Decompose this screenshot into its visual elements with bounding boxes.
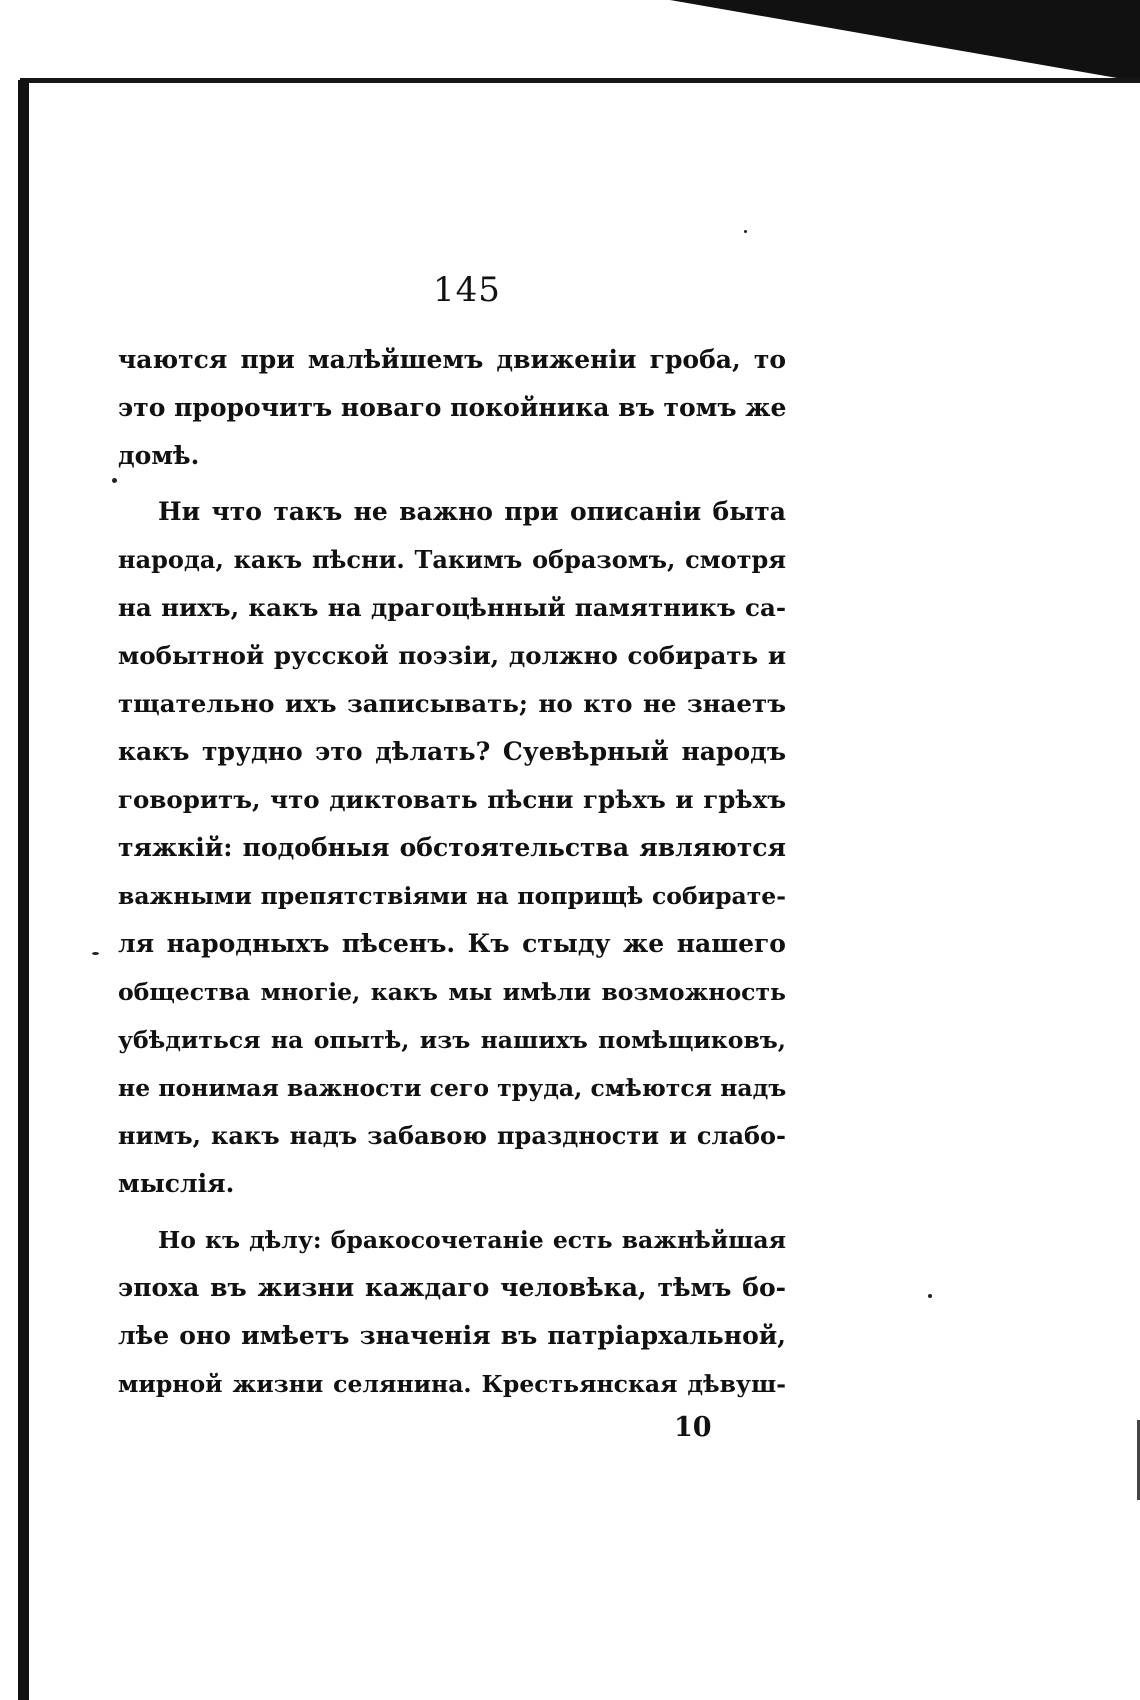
scan-speck (928, 1294, 932, 1298)
page-body (118, 270, 786, 1416)
text-line: общества многіе, какъ мы имѣли возможность (118, 978, 786, 1006)
text-line: нимъ, какъ надъ забавою праздности и слабо- (118, 1121, 786, 1150)
text-line: мобытной русской поэзіи, должно собирать и (118, 641, 786, 670)
signature-mark: 10 (674, 1412, 712, 1443)
text-line: не понимая важности сего труда, смѣются надъ (118, 1074, 787, 1102)
text-line: какъ трудно это дѣлать? Суевѣрный народъ (118, 737, 786, 766)
text-line: Но къ дѣлу: бракосочетаніе есть важнѣйшая (158, 1226, 786, 1254)
scan-speck (744, 230, 747, 233)
text-line: чаются при малѣйшемъ движеніи гроба, то (118, 345, 786, 374)
scan-speck (112, 478, 117, 483)
text-line: народа, какъ пѣсни. Такимъ образомъ, смотря (118, 545, 786, 574)
scan-margin-left (0, 78, 20, 1700)
text-line: лѣе оно имѣетъ значенія въ патріархальной, (118, 1321, 786, 1350)
scan-edge-top (20, 78, 1140, 83)
text-line: это пророчитъ новаго покойника въ томъ же (118, 393, 787, 422)
text-line: Ни что такъ не важно при описаніи быта (158, 497, 786, 526)
scan-speck (92, 952, 99, 955)
text-line: мыслія. (118, 1169, 235, 1198)
paragraph (118, 336, 786, 480)
paragraph (118, 488, 786, 1208)
text-line: важными препятствіями на поприщѣ собирате- (118, 882, 786, 910)
scan-margin-top (0, 0, 670, 82)
page-number: 145 (433, 270, 501, 310)
paragraph (118, 1216, 786, 1408)
text-line: мирной жизни селянина. Крестьянская дѣвуш- (118, 1370, 786, 1398)
text-line: говоритъ, что диктовать пѣсни грѣхъ и грѣхъ (118, 785, 786, 814)
text-line: на нихъ, какъ на драгоцѣнный памятникъ са- (118, 593, 786, 622)
text-line: домѣ. (118, 441, 200, 470)
scan-edge-left (18, 80, 29, 1700)
text-line: тщательно ихъ записывать; но кто не знаетъ (118, 689, 786, 718)
text-line: убѣдиться на опытѣ, изъ нашихъ помѣщиковъ, (118, 1026, 786, 1054)
text-line: ля народныхъ пѣсенъ. Къ стыду же нашего (118, 929, 786, 958)
text-line: тяжкій: подобныя обстоятельства являются (118, 833, 786, 862)
text-line: эпоха въ жизни каждаго человѣка, тѣмъ бо- (118, 1273, 786, 1302)
scan-dark-corner (670, 0, 1140, 82)
